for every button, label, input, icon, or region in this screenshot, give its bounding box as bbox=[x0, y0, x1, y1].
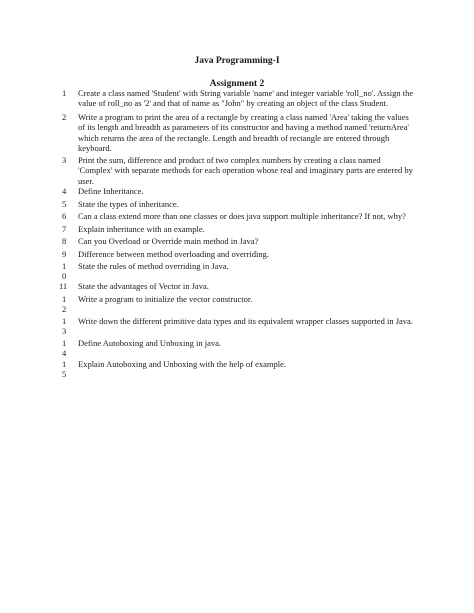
question-text: State the advantages of Vector in Java. bbox=[78, 281, 209, 291]
question-text: Can you Overload or Override main method in Java? bbox=[78, 236, 259, 246]
question-number: 1 4 bbox=[62, 338, 67, 359]
question-number: 1 5 bbox=[62, 359, 67, 380]
question-number: 1 3 bbox=[62, 316, 67, 337]
question-text: Print the sum, difference and product of two complex numbers by creating a class named 'Complex' with separate methods for each operation whose real and imaginary parts are entered by user. bbox=[78, 155, 413, 186]
question-number: 11 bbox=[59, 281, 68, 291]
question-number: 4 bbox=[62, 186, 67, 196]
question-number: 1 2 bbox=[62, 294, 67, 315]
question-text: State the types of inheritance. bbox=[78, 199, 179, 209]
document-title: Java Programming-I bbox=[194, 56, 280, 66]
question-number: 1 0 bbox=[62, 261, 67, 282]
question-text: Explain Autoboxing and Unboxing with the help of example. bbox=[78, 359, 286, 369]
question-number: 9 bbox=[62, 249, 67, 259]
question-number: 6 bbox=[62, 211, 67, 221]
question-text: Difference between method overloading and overriding. bbox=[78, 249, 270, 259]
question-text: Define Autoboxing and Unboxing in java. bbox=[78, 338, 222, 348]
question-number: 7 bbox=[62, 224, 67, 234]
question-text: Create a class named 'Student' with String variable 'name' and integer variable 'roll_no'. Assign the value of roll_no as '2' and that of name as "John" by creating an object of the class Student. bbox=[78, 88, 414, 109]
question-number: 1 bbox=[62, 88, 67, 98]
question-text: Explain inheritance with an example. bbox=[78, 224, 205, 234]
question-text: Define Inheritance. bbox=[78, 186, 144, 196]
question-text: State the rules of method overriding in Java. bbox=[78, 261, 229, 271]
assignment-heading: Assignment 2 bbox=[209, 79, 265, 89]
question-text: Write down the different primitive data types and its equivalent wrapper classes supported in Java. bbox=[78, 316, 413, 326]
question-number: 2 bbox=[62, 112, 67, 122]
question-text: Write a program to initialize the vector constructor. bbox=[78, 294, 253, 304]
question-number: 8 bbox=[62, 236, 67, 246]
question-text: Can a class extend more than one classes or does java support multiple inheritance? If not, why? bbox=[78, 211, 406, 221]
question-number: 5 bbox=[62, 199, 67, 209]
question-text: Write a program to print the area of a rectangle by creating a class named 'Area' taking the values of its length and breadth as parameters of its constructor and having a method named 'returnArea' which returns the area of the rectangle. Length and breadth of rectangle are entered through keyboard. bbox=[78, 112, 409, 153]
question-number: 3 bbox=[62, 155, 67, 165]
